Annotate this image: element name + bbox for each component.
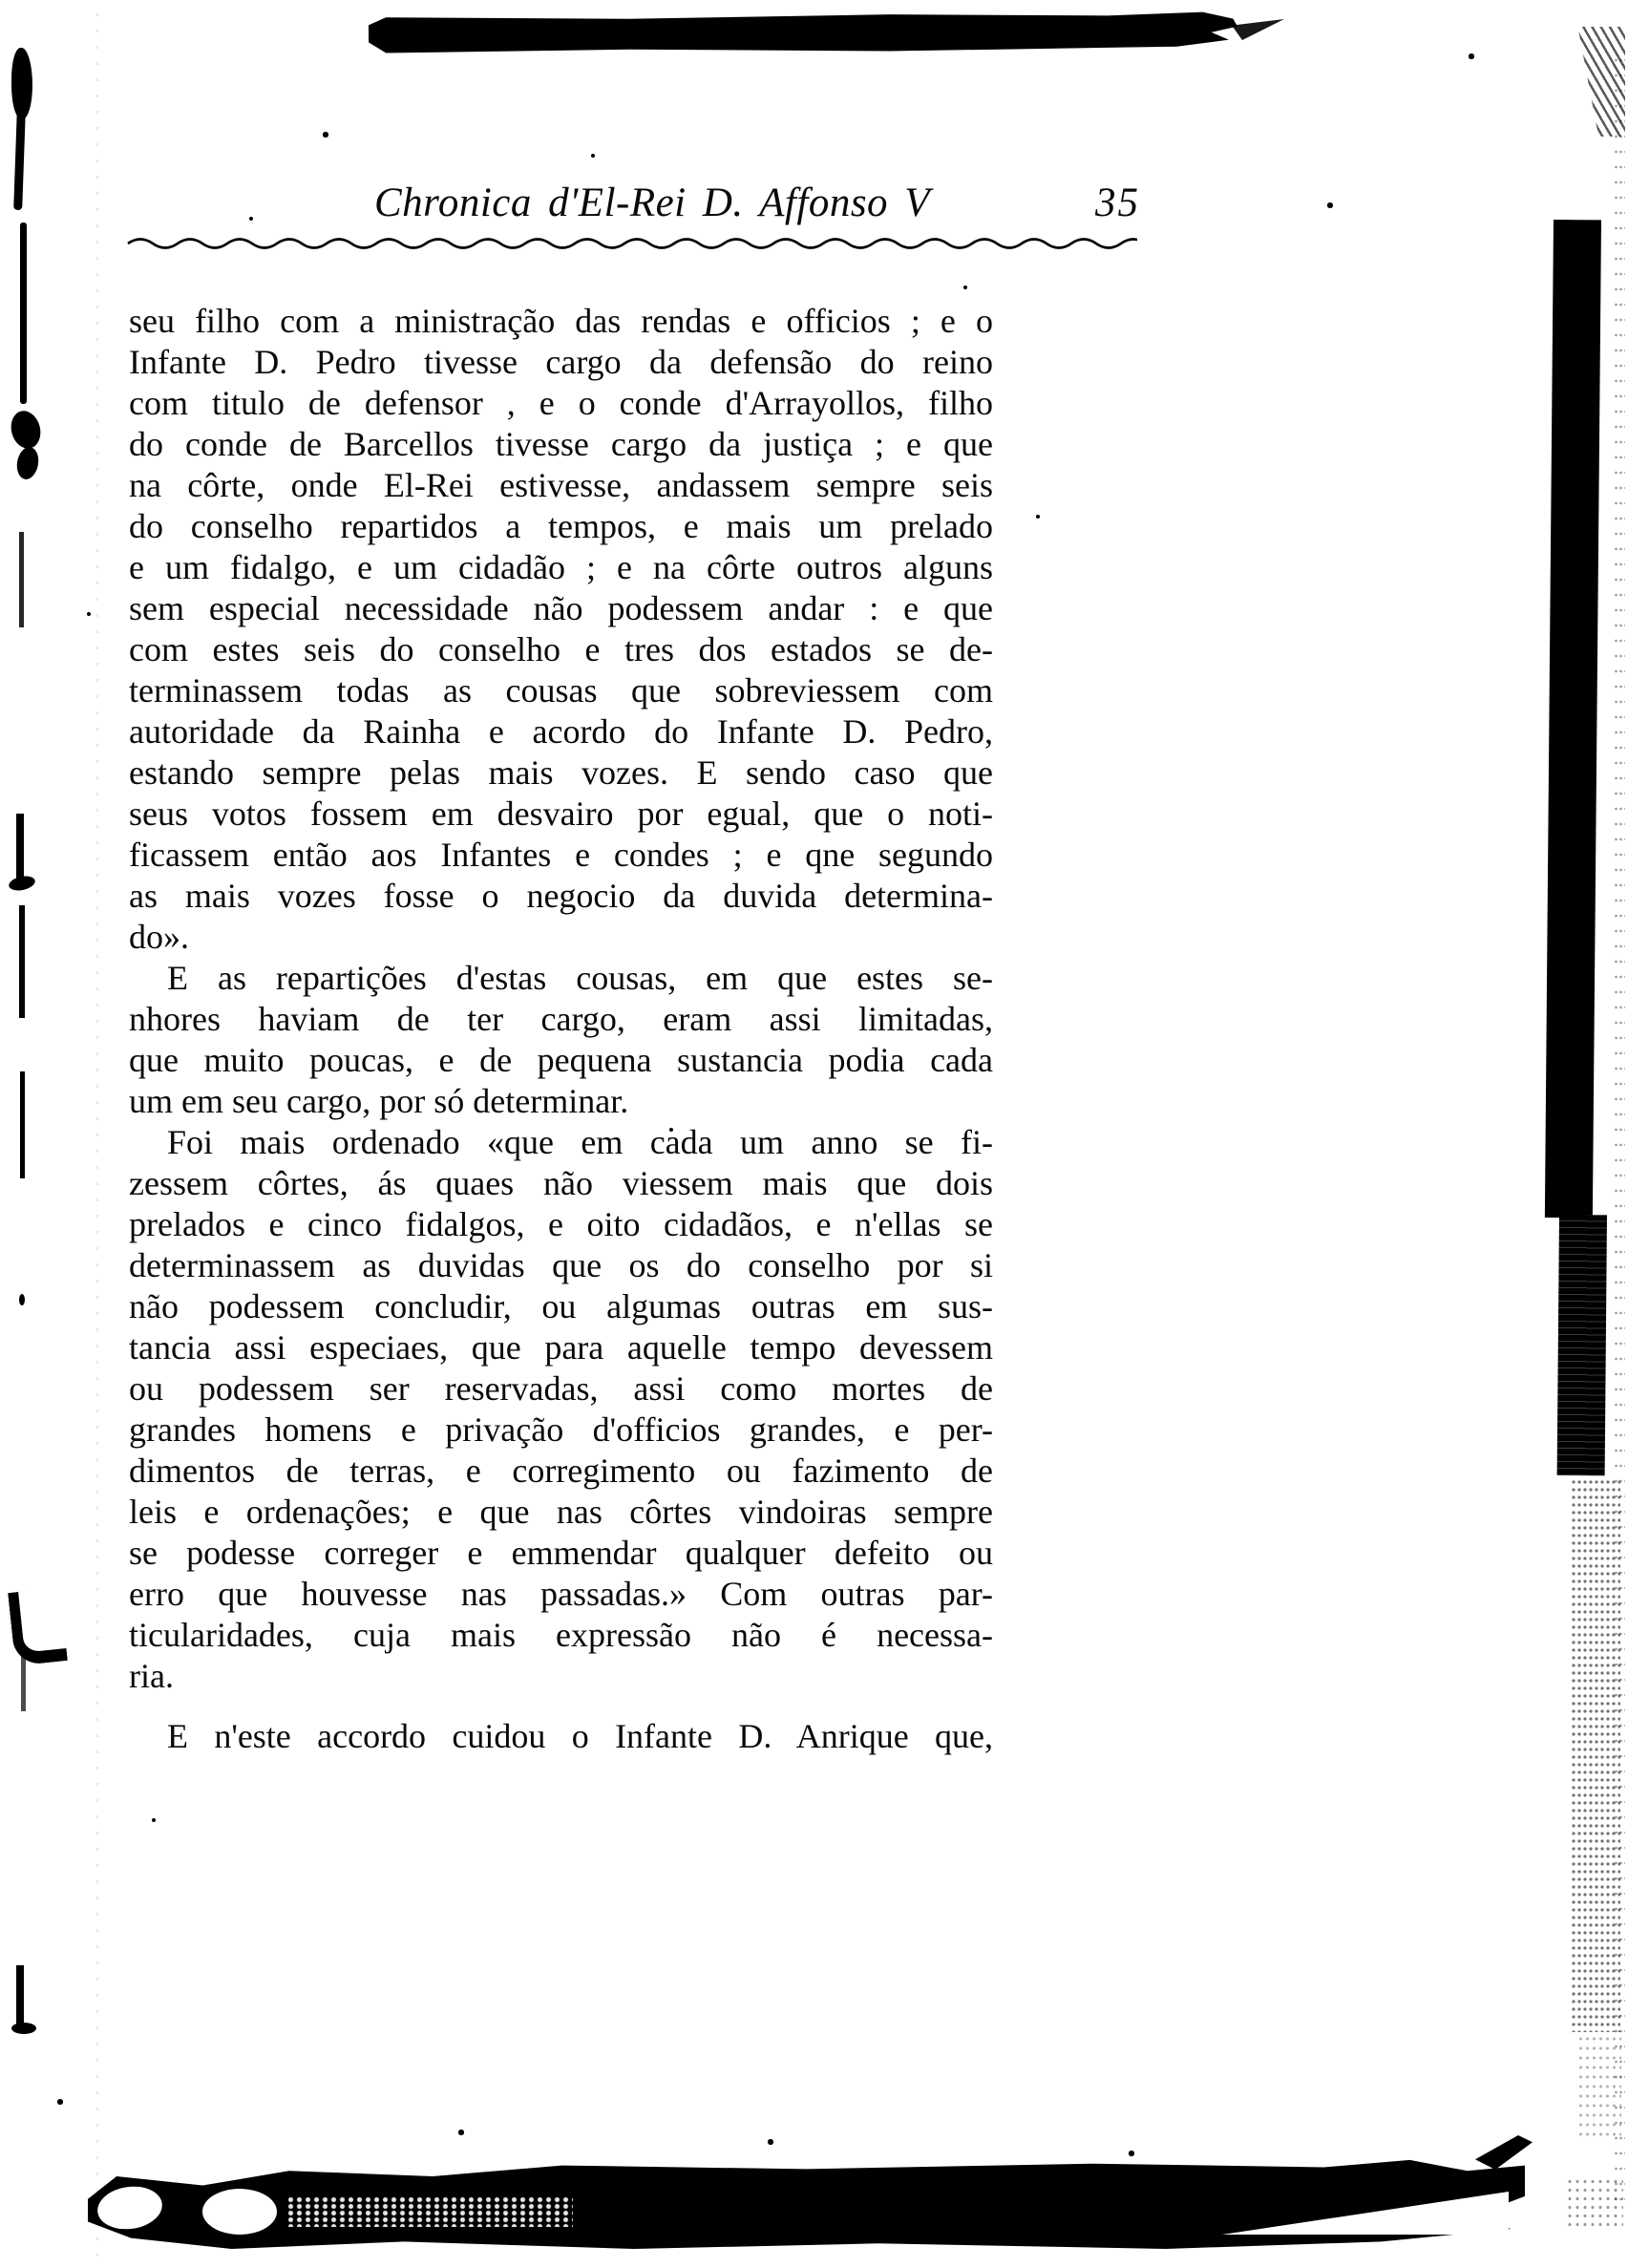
ink-mark-left-1 <box>11 48 32 119</box>
text-line: seu filho com a ministração das rendas e officios ; e o <box>129 302 993 340</box>
paragraph <box>129 1716 993 1757</box>
ink-mark-left-3a <box>7 408 44 452</box>
text-line: seus votos fossem em desvairo por egual, que o noti- <box>129 795 993 833</box>
text-line: terminassem todas as cousas que sobreviessem com <box>129 671 993 710</box>
text-line: se podesse correger e emmendar qualquer defeito ou <box>129 1534 993 1572</box>
text-line: ticularidades, cuja mais expressão não é necessa- <box>129 1616 993 1654</box>
ink-mark-left-3b <box>14 445 41 480</box>
ink-bar-right <box>1545 220 1601 1218</box>
text-line: um em seu cargo, por só determinar. <box>129 1082 629 1120</box>
text-line: não podessem concludir, ou algumas outras em sus- <box>129 1287 993 1325</box>
text-line: Foi mais ordenado «que em cada um anno se fi- <box>167 1123 993 1161</box>
page-edge-dots <box>1614 53 1625 2201</box>
page-number: 35 <box>1095 180 1140 225</box>
gutter-crease <box>96 0 98 2268</box>
bottom-band-spur <box>1475 2135 1533 2170</box>
wavy-rule <box>127 232 1137 249</box>
text-line: ou podessem ser reservadas, assi como mortes de <box>129 1369 993 1408</box>
text-line: e um fidalgo, e um cidadão ; e na côrte outros alguns <box>129 548 993 586</box>
text-line: sem especial necessidade não podessem andar : e que <box>129 589 993 627</box>
text-block <box>129 301 993 1757</box>
text-line: ria. <box>129 1657 174 1695</box>
text-line: com estes seis do conselho e tres dos estados se de- <box>129 630 993 668</box>
ink-dots-bottom-right <box>1566 2177 1623 2230</box>
text-line: as mais vozes fosse o negocio da duvida determina- <box>129 877 993 915</box>
text-line: zessem côrtes, ás quaes não viessem mais que dois <box>129 1164 993 1202</box>
scan-specks <box>0 0 2 2</box>
wavy-rule-svg <box>127 232 1137 249</box>
bottom-band-texture <box>286 2196 573 2227</box>
text-line: com titulo de defensor , e o conde d'Arrayollos, filho <box>129 384 993 422</box>
text-line: erro que houvesse nas passadas.» Com outras par- <box>129 1575 993 1613</box>
text-line: dimentos de terras, e corregimento ou fazimento de <box>129 1452 993 1490</box>
text-line: estando sempre pelas mais vozes. E sendo caso que <box>129 753 993 792</box>
text-line: nhores haviam de ter cargo, eram assi limitadas, <box>129 1000 993 1038</box>
text-line: determinassem as duvidas que os do conselho por si <box>129 1246 993 1284</box>
text-line: que muito poucas, e de pequena sustancia podia cada <box>129 1041 993 1079</box>
paragraph <box>129 958 993 1122</box>
ink-mark-left-4 <box>19 532 24 627</box>
ink-mark-left-7 <box>20 1071 25 1178</box>
text-line: grandes homens e privação d'officios grandes, e per- <box>129 1410 993 1449</box>
ink-hook-left-tail <box>21 1654 26 1711</box>
ink-mark-left-5b <box>8 874 36 893</box>
text-line: prelados e cinco fidalgos, e oito cidadãos, e n'ellas se <box>129 1205 993 1243</box>
text-line: E as repartições d'estas cousas, em que estes se- <box>167 959 993 997</box>
ink-mark-left-6 <box>19 905 25 1018</box>
ink-bar-right-striped <box>1557 1215 1607 1475</box>
paragraph <box>129 1122 993 1697</box>
ink-mark-left-8 <box>19 1294 25 1305</box>
page-title: Chronica d'El-Rei D. Affonso V <box>374 180 931 225</box>
ink-hook-left <box>8 1587 68 1665</box>
text-line: Infante D. Pedro tivesse cargo da defensão do reino <box>129 343 993 381</box>
text-line: leis e ordenações; e que nas côrtes vindoiras sempre <box>129 1493 993 1531</box>
text-line: autoridade da Rainha e acordo do Infante D. Pedro, <box>129 712 993 751</box>
text-line: ficassem então aos Infantes e condes ; e qne segundo <box>129 836 993 874</box>
text-line: na côrte, onde El-Rei estivesse, andassem sempre seis <box>129 466 993 504</box>
ink-mark-left-10b <box>11 2023 36 2034</box>
text-line: E n'este accordo cuidou o Infante D. Anrique que, <box>167 1717 993 1755</box>
text-line: do». <box>129 918 189 956</box>
text-line: tancia assi especiaes, que para aquelle tempo devessem <box>129 1328 993 1367</box>
text-line: do conde de Barcellos tivesse cargo da justiça ; e que <box>129 425 993 463</box>
text-line: do conselho repartidos a tempos, e mais um prelado <box>129 507 993 545</box>
ink-mark-left-2 <box>20 223 27 404</box>
ink-mark-left-5a <box>16 814 24 885</box>
paragraph <box>129 301 993 958</box>
bottom-band-hole-2 <box>202 2189 277 2235</box>
